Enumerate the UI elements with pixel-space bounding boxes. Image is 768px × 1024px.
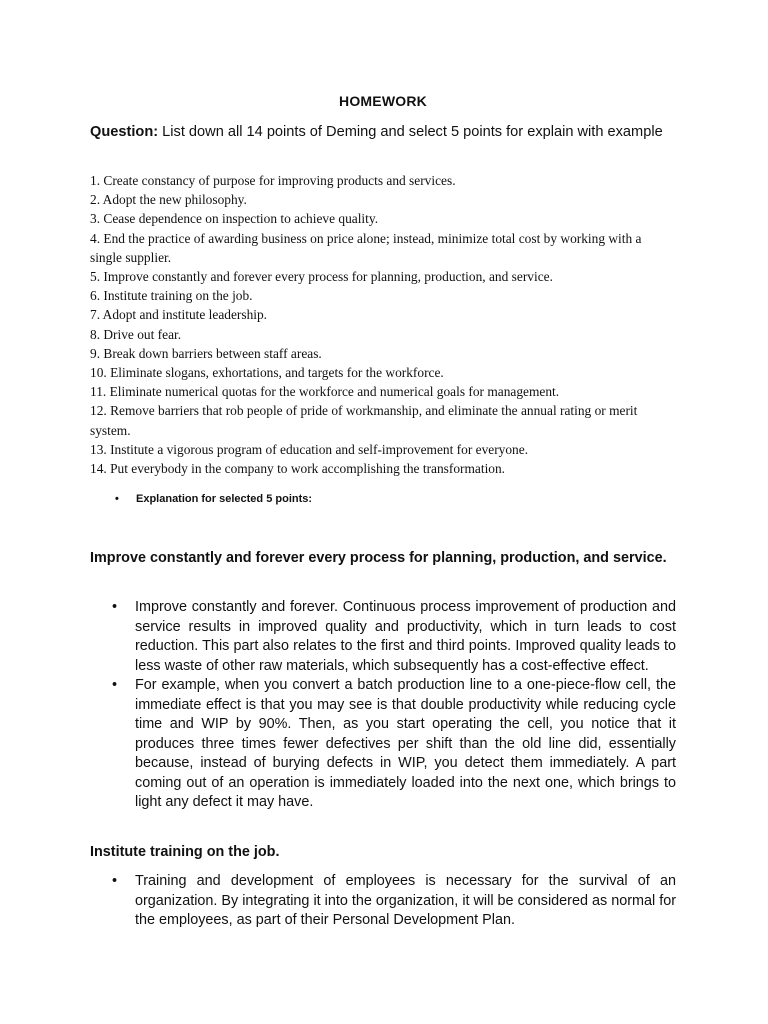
document-title: HOMEWORK [339, 93, 427, 109]
point-item: 7. Adopt and institute leadership. [90, 307, 268, 323]
point-item: 9. Break down barriers between staff areas. [90, 345, 322, 361]
bullet-item [90, 598, 676, 676]
point-item: 5. Improve constantly and forever every process for planning, production, and service. [90, 269, 553, 285]
explanation-heading-text: Explanation for selected 5 points: [136, 493, 313, 505]
section-bullets [90, 598, 676, 813]
bullet-text: For example, when you convert a batch production line to a one-piece-flow cell, the immediate effect is that you may see is that double productivity while reducing cycle time and WIP by 90%. Then, as you start operating the cell, you notice that it produces three times fewer defectives per shift than the old line did, essentially because, instead of burying defects in WIP, you detect them immediately. A part coming out of an operation is immediately loaded into the next one, which brings to light any defect it may have. [135, 677, 676, 810]
question-paragraph [90, 122, 676, 142]
bullet-icon: • [115, 493, 119, 505]
bullet-text: Improve constantly and forever. Continuous process improvement of production and service results in improved quality and productivity, which in turn leads to cost reduction. This part also relates to the first and third points. Improved quality leads to less waste of other raw materials, which subsequently has a cost-effective effect. [135, 599, 676, 674]
section-heading: Improve constantly and forever every process for planning, production, and service. [90, 550, 667, 566]
bullet-icon: • [112, 677, 118, 693]
point-item: 4. End the practice of awarding business on price alone; instead, minimize total cost by working with a single supplier. [90, 230, 642, 265]
point-item: 12. Remove barriers that rob people of pride of workmanship, and eliminate the annual rating or merit system. [90, 403, 638, 438]
document-page [90, 0, 676, 1024]
point-item: 8. Drive out fear. [90, 326, 182, 342]
point-item: 6. Institute training on the job. [90, 288, 253, 304]
bullet-item [90, 676, 676, 813]
question-text: List down all 14 points of Deming and select 5 points for explain with example [158, 124, 663, 140]
point-item: 1. Create constancy of purpose for improving products and services. [90, 173, 456, 188]
bullet-icon: • [112, 599, 118, 615]
bullet-icon: • [112, 873, 118, 889]
bullet-item [90, 872, 676, 931]
bullet-text: Training and development of employees is necessary for the survival of an organization. By integrating it into the organization, it will be considered as normal for the employees, as part of their Personal Development Plan. [135, 873, 676, 928]
point-item: 11. Eliminate numerical quotas for the workforce and numerical goals for management. [90, 384, 560, 400]
section-bullets [90, 872, 676, 931]
section-heading: Institute training on the job. [90, 844, 280, 860]
question-label: Question: [90, 124, 159, 140]
deming-points-list [90, 171, 676, 478]
point-item: 13. Institute a vigorous program of education and self-improvement for everyone. [90, 441, 529, 457]
point-item: 2. Adopt the new philosophy. [90, 192, 247, 208]
point-item: 10. Eliminate slogans, exhortations, and targets for the workforce. [90, 365, 444, 381]
point-item: 14. Put everybody in the company to work accomplishing the transformation. [90, 461, 506, 477]
point-item: 3. Cease dependence on inspection to achieve quality. [90, 211, 379, 227]
